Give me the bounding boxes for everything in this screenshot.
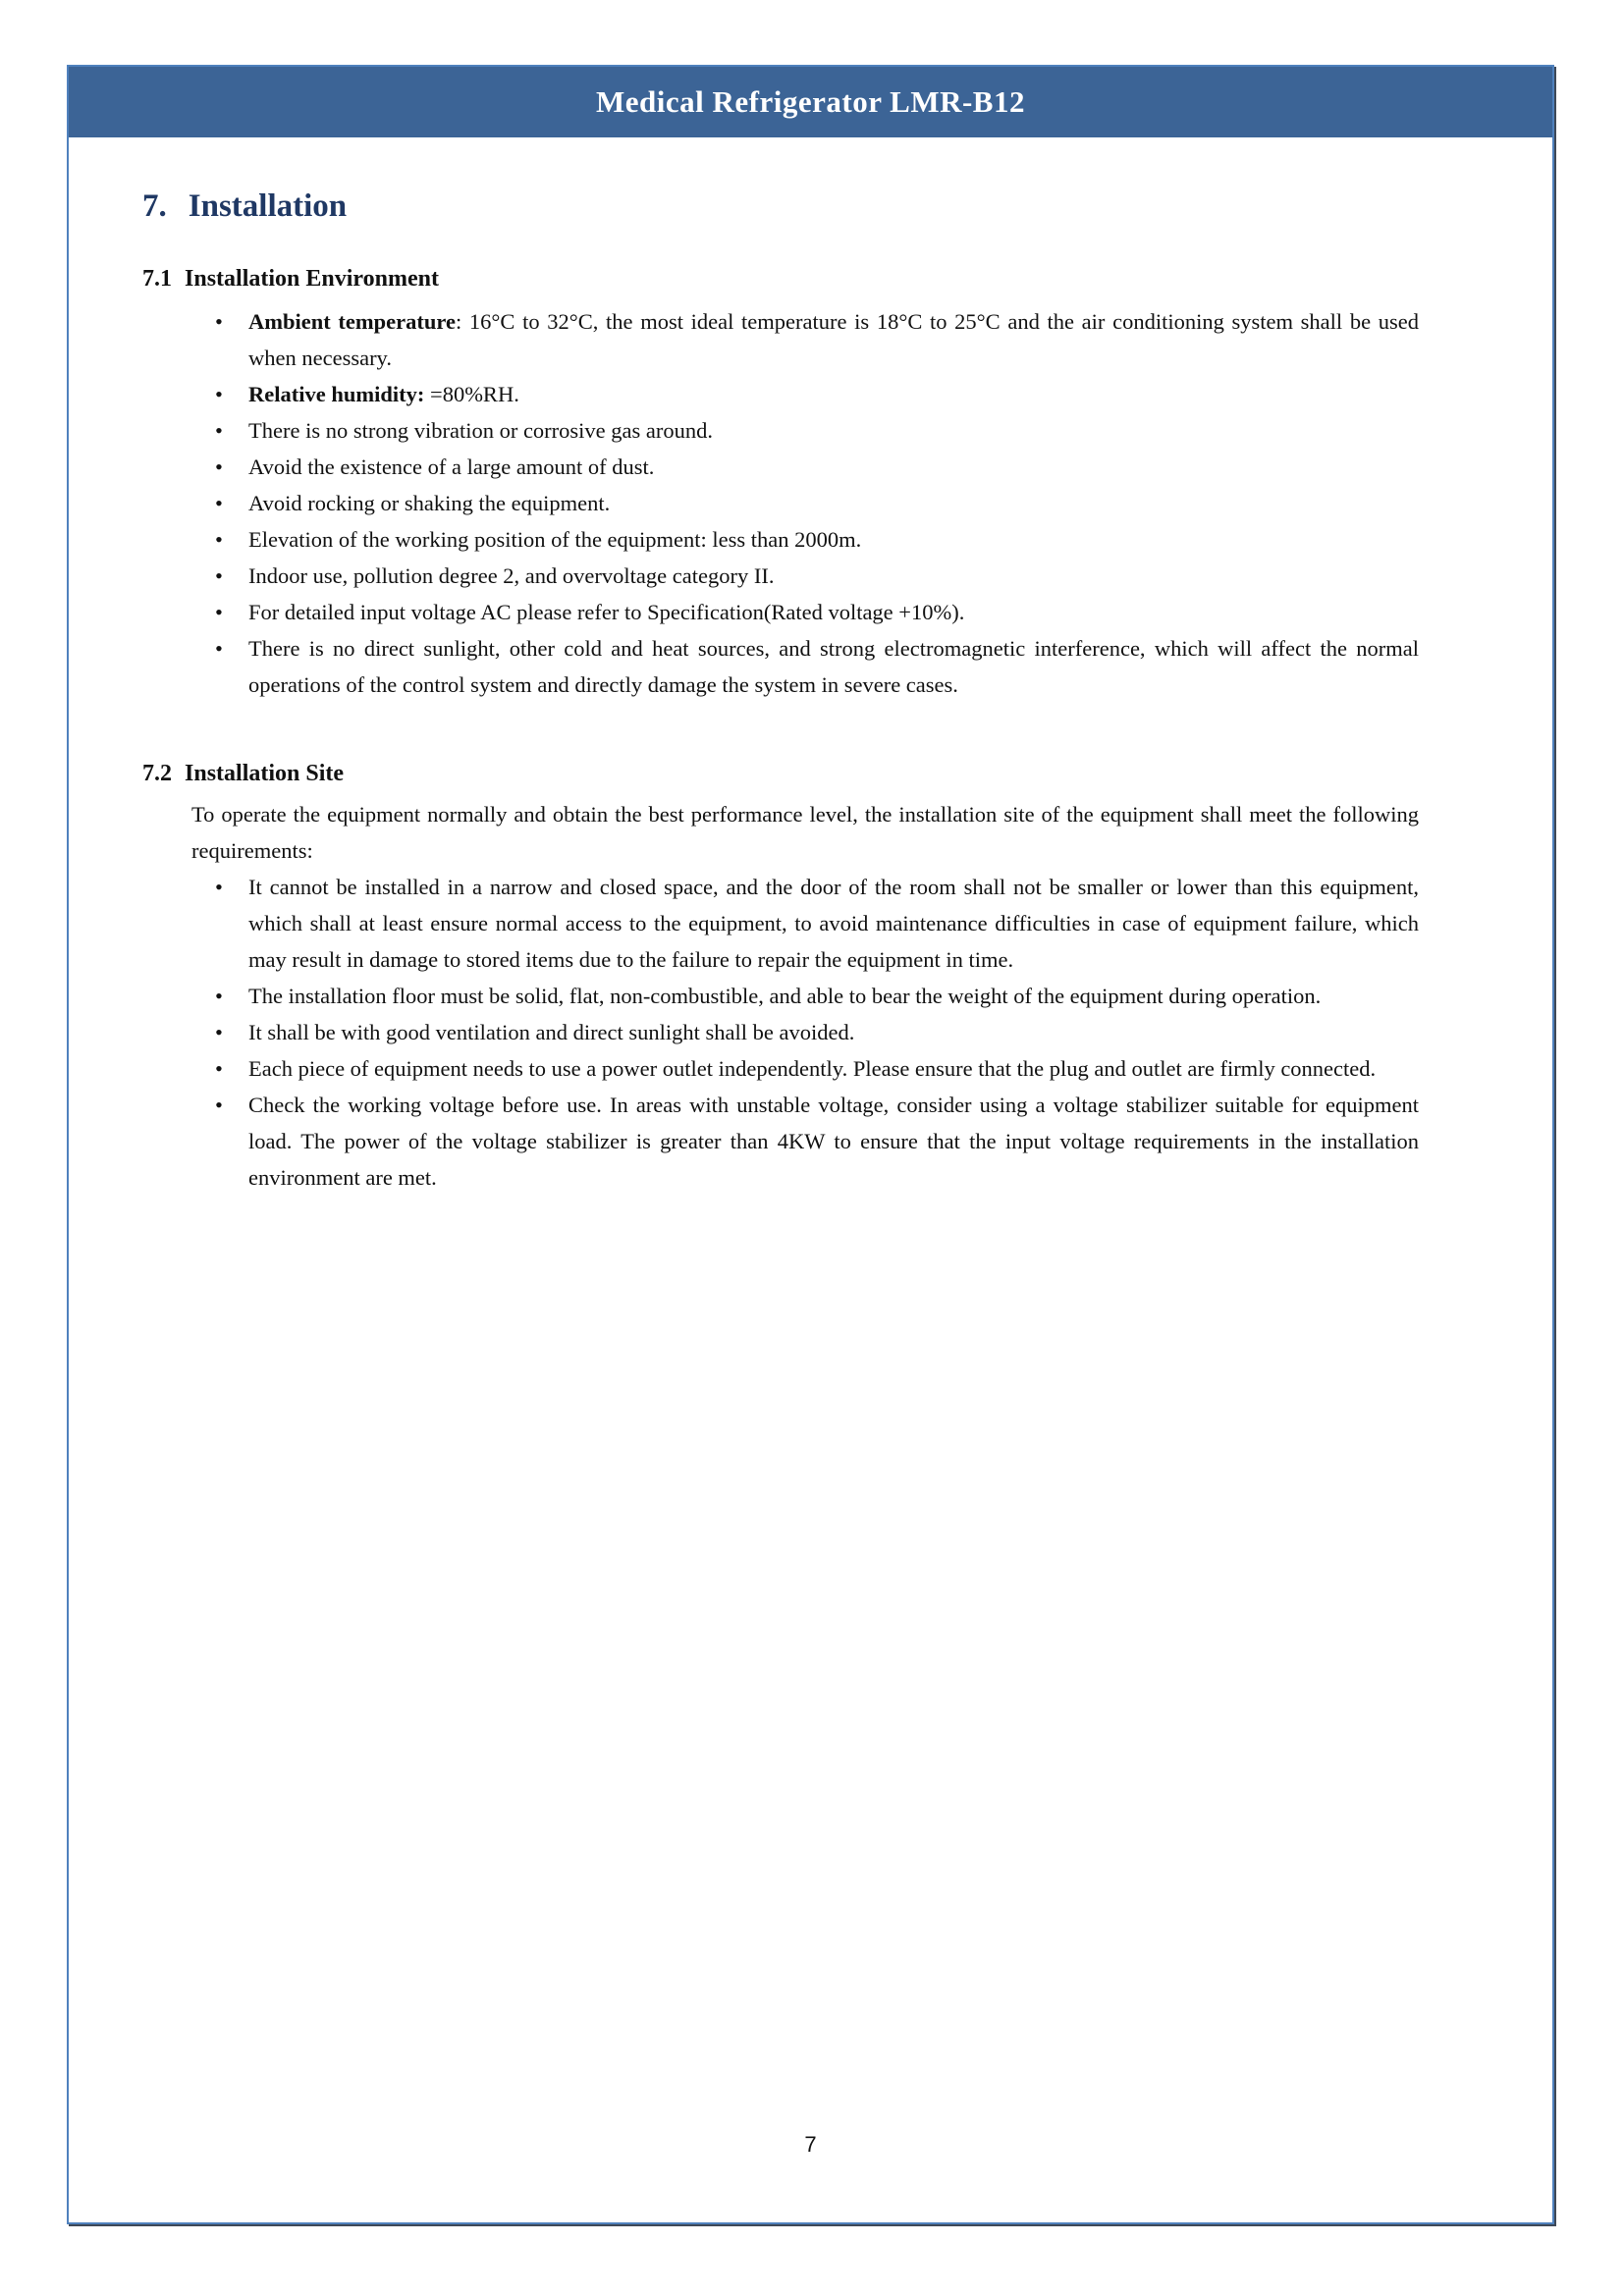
list-item-text: There is no direct sunlight, other cold and heat sources, and strong electromagnetic interference, which will affect the normal operations of the control system and directly damage the system in severe cases. — [248, 636, 1419, 697]
page-content — [69, 185, 1552, 1196]
list-item — [142, 521, 1419, 558]
list-item — [142, 485, 1419, 521]
bullet-list-installation-environment — [142, 303, 1419, 703]
list-item — [142, 630, 1419, 703]
section-heading — [142, 185, 1419, 228]
section-title: Installation — [188, 188, 348, 224]
page-number: 7 — [804, 2132, 817, 2157]
subsection-title: Installation Site — [185, 761, 345, 786]
list-item — [142, 412, 1419, 449]
list-item — [142, 376, 1419, 412]
list-item — [142, 594, 1419, 630]
bullet-icon: • — [215, 309, 223, 334]
bullet-icon: • — [215, 491, 223, 515]
list-item-text: Indoor use, pollution degree 2, and overvoltage category II. — [248, 563, 775, 588]
list-item-text: Each piece of equipment needs to use a power outlet independently. Please ensure that the plug and outlet are firmly connected. — [248, 1056, 1377, 1081]
list-item-text: It shall be with good ventilation and direct sunlight shall be avoided. — [248, 1020, 855, 1044]
bullet-list-installation-site — [142, 869, 1419, 1196]
bullet-icon: • — [215, 1093, 223, 1117]
bullet-icon: • — [215, 600, 223, 624]
list-item — [142, 303, 1419, 376]
list-item — [142, 1050, 1419, 1087]
subsection-heading-7-2 — [142, 756, 1419, 792]
list-item — [142, 558, 1419, 594]
list-item — [142, 869, 1419, 978]
bullet-icon: • — [215, 875, 223, 899]
bullet-icon: • — [215, 563, 223, 588]
page-frame — [67, 65, 1554, 2224]
bullet-icon: • — [215, 1020, 223, 1044]
section-number: 7. — [142, 188, 167, 224]
document-title: Medical Refrigerator LMR-B12 — [596, 84, 1025, 119]
list-item — [142, 1087, 1419, 1196]
list-item-text: Avoid the existence of a large amount of dust. — [248, 454, 655, 479]
list-item-text: Ambient temperature: 16°C to 32°C, the most ideal temperature is 18°C to 25°C and the air conditioning system shall be used when necessary. — [248, 309, 1419, 370]
list-item-text: For detailed input voltage AC please refer to Specification(Rated voltage +10%). — [248, 600, 965, 624]
bullet-icon: • — [215, 454, 223, 479]
list-item — [142, 449, 1419, 485]
bullet-icon: • — [215, 984, 223, 1008]
subsection-heading-7-1 — [142, 261, 1419, 297]
bullet-icon: • — [215, 418, 223, 443]
subsection-intro-text: To operate the equipment normally and obtain the best performance level, the installation site of the equipment shall meet the following requirements: — [191, 802, 1419, 863]
list-item — [142, 1014, 1419, 1050]
list-item-text: It cannot be installed in a narrow and closed space, and the door of the room shall not be smaller or lower than this equipment, which shall at least ensure normal access to the equipment, to avoid maintenance difficulties in case of equipment failure, which may result in damage to stored items due to the failure to repair the equipment in time. — [248, 875, 1419, 972]
list-item-text: The installation floor must be solid, flat, non-combustible, and able to bear the weight of the equipment during operation. — [248, 984, 1322, 1008]
subsection-number: 7.2 — [142, 761, 172, 786]
list-item-text: Relative humidity: =80%RH. — [248, 382, 519, 406]
bullet-icon: • — [215, 636, 223, 661]
bullet-icon: • — [215, 527, 223, 552]
list-item-text: There is no strong vibration or corrosive gas around. — [248, 418, 714, 443]
subsection-number: 7.1 — [142, 266, 172, 292]
list-item-text: Elevation of the working position of the equipment: less than 2000m. — [248, 527, 862, 552]
header-banner — [69, 67, 1552, 137]
bullet-icon: • — [215, 382, 223, 406]
subsection-title: Installation Environment — [185, 266, 439, 292]
list-item-text: Check the working voltage before use. In areas with unstable voltage, consider using a voltage stabilizer suitable for equipment load. The power of the voltage stabilizer is greater than 4KW to ensure that the input voltage requirements in the installation environment are met. — [248, 1093, 1419, 1190]
list-item — [142, 978, 1419, 1014]
bullet-icon: • — [215, 1056, 223, 1081]
list-item-text: Avoid rocking or shaking the equipment. — [248, 491, 611, 515]
